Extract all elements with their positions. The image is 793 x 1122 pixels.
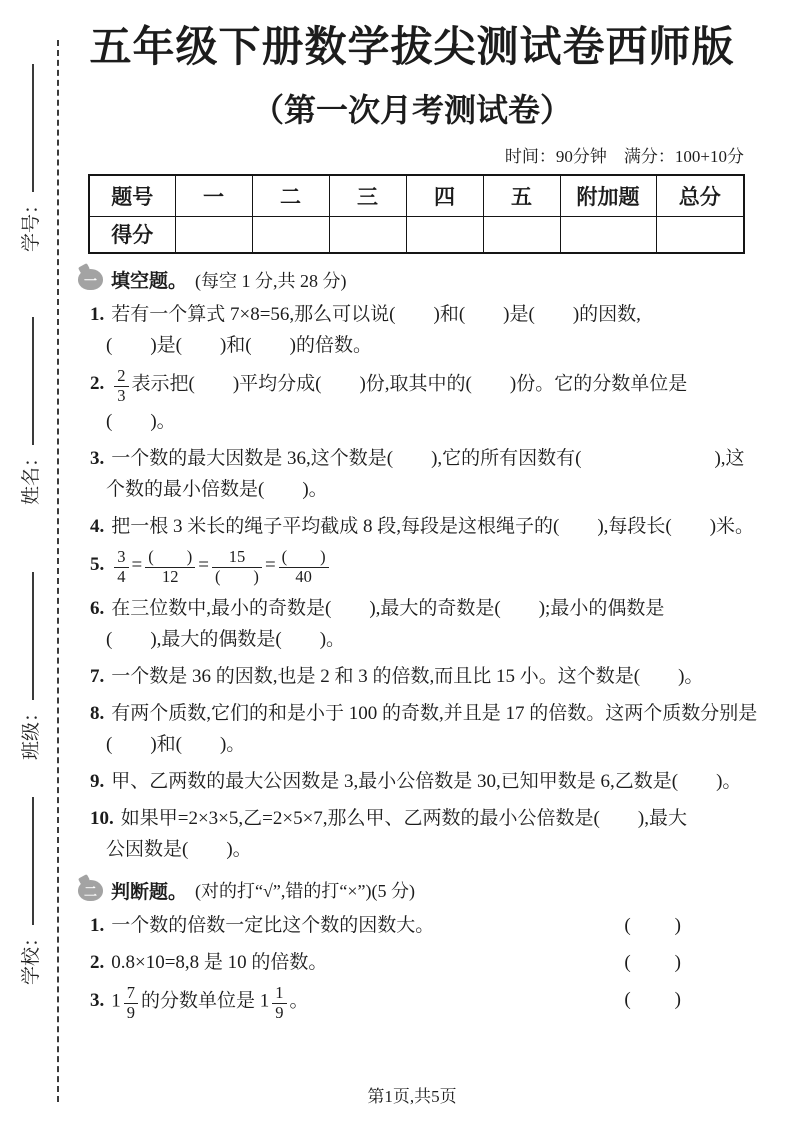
score-row-label: 得分: [89, 216, 175, 253]
question-text: 若有一个算式 7×8=56,那么可以说( )和( )是( )的因数,: [111, 304, 641, 325]
sidebar-field-school: [16, 797, 43, 985]
score-header-cell: 三: [329, 175, 406, 216]
question: [90, 367, 746, 437]
sidebar-field-label: 学号：: [21, 194, 42, 252]
question-text: 0.8×10=8,8 是 10 的倍数。: [111, 951, 328, 973]
score-header-cell: 一: [175, 175, 252, 216]
sidebar-field-label: 学校：: [21, 927, 42, 985]
question-number: 7.: [90, 665, 105, 687]
fraction: [272, 984, 286, 1023]
question: [90, 511, 755, 542]
question-number: 8.: [90, 702, 105, 724]
score-header-cell: 总分: [656, 175, 744, 216]
fraction: [114, 548, 128, 587]
score-header-cell: 附加题: [560, 175, 656, 216]
fraction: [114, 367, 128, 406]
question-number: 3.: [90, 447, 105, 469]
question: [90, 803, 746, 865]
question-line: [90, 406, 746, 437]
fraction-numerator: 1: [272, 984, 286, 1004]
section-title: 填空题。: [111, 271, 188, 292]
question-text: 。: [289, 990, 309, 1012]
question-number: 1.: [90, 304, 105, 325]
sidebar-field-class: [16, 572, 43, 760]
score-cell: [175, 216, 252, 253]
section-badge-icon: 一: [78, 269, 103, 290]
question-line: [90, 834, 746, 865]
question: [90, 548, 746, 587]
question-line: [90, 624, 746, 655]
section-note: (每空 1 分,共 28 分): [195, 270, 347, 291]
fraction: [145, 548, 195, 587]
sections: [78, 266, 758, 1023]
question-line: [90, 698, 758, 729]
question: [90, 443, 746, 505]
question-text: =: [198, 554, 209, 576]
sidebar-field-student-id: [16, 64, 43, 252]
fraction-denominator: 9: [126, 1002, 135, 1022]
fraction-numerator: 15: [212, 548, 262, 568]
question: [90, 766, 746, 797]
fraction-denominator: 40: [295, 566, 312, 586]
fraction-denominator: ( ): [214, 566, 259, 586]
question-number: 10.: [90, 807, 114, 829]
question-text: 在三位数中,最小的奇数是( ),最大的奇数是( );最小的偶数是: [111, 597, 665, 619]
question-text: 公因数是( )。: [106, 838, 252, 860]
question-text: =: [131, 554, 143, 576]
fraction-denominator: 3: [117, 385, 126, 405]
fraction-numerator: ( ): [145, 548, 195, 568]
score-cell: [406, 216, 483, 253]
section-badge-icon: 二: [78, 880, 103, 901]
sidebar-field-label: 姓名：: [21, 447, 42, 505]
fraction-numerator: 7: [124, 984, 138, 1004]
section-title: 判断题。: [111, 881, 188, 903]
question-text: 有两个质数,它们的和是小于 100 的奇数,并且是 17 的倍数。这两个质数分别是: [111, 702, 758, 724]
question-text: 表示把( )平均分成( )份,取其中的( )份。它的分数单位是: [131, 373, 688, 395]
score-header-cell: 五: [483, 175, 560, 216]
question-line: [90, 511, 755, 542]
fraction-numerator: 3: [114, 548, 128, 568]
section-header: [78, 266, 746, 293]
score-header-cell: 二: [252, 175, 329, 216]
question-line: [90, 661, 746, 692]
question: [90, 984, 746, 1023]
time-score-info: 时间：90分钟 满分：100+10分: [504, 147, 744, 166]
question-line: [90, 474, 746, 505]
fraction-denominator: 12: [161, 566, 179, 586]
question-line: [90, 766, 746, 797]
question: [90, 299, 746, 361]
question-number: 2.: [90, 951, 105, 973]
fraction: [212, 548, 262, 587]
question-number: 3.: [90, 990, 105, 1012]
question-number: 4.: [90, 515, 105, 537]
fraction: [124, 984, 138, 1023]
fraction: [279, 548, 329, 587]
question: [90, 661, 746, 692]
question-text: 的分数单位是 1: [141, 990, 270, 1012]
question-text: 一个数的最大因数是 36,这个数是( ),它的所有因数有( ),这: [111, 447, 745, 469]
question-text: 如果甲=2×3×5,乙=2×5×7,那么甲、乙两数的最小公倍数是( ),最大: [120, 807, 687, 829]
question-line: [90, 593, 746, 624]
write-in-line: [32, 797, 34, 925]
score-cell: [252, 216, 329, 253]
question: [90, 947, 746, 978]
answer-blank: ( ): [624, 951, 683, 973]
question-number: 6.: [90, 597, 105, 619]
question-text: 把一根 3 米长的绳子平均截成 8 段,每段是这根绳子的( ),每段长( )米。: [111, 515, 755, 537]
question-line: [90, 729, 746, 760]
score-header-cell: 四: [406, 175, 483, 216]
question-number: 1.: [90, 914, 105, 936]
paper-content: [78, 16, 758, 1029]
question-text: 1: [111, 990, 121, 1012]
fold-dashed-line: [57, 40, 59, 1102]
question: [90, 698, 758, 760]
question-line: [90, 367, 746, 406]
page-footer: 第1页,共5页: [367, 1087, 457, 1106]
sidebar-field-label: 班级：: [21, 702, 42, 760]
score-cell: [329, 216, 406, 253]
fraction-denominator: 9: [275, 1002, 284, 1022]
write-in-line: [32, 572, 34, 700]
fraction-numerator: 2: [114, 367, 128, 387]
question-text: ( )和( )。: [106, 733, 246, 755]
answer-blank: ( ): [624, 988, 683, 1010]
section-header: [78, 877, 746, 904]
score-cell: [656, 216, 744, 253]
write-in-line: [32, 64, 34, 192]
question-text: =: [264, 554, 276, 576]
score-value-row: [89, 216, 744, 253]
fraction-numerator: ( ): [279, 548, 329, 568]
write-in-line: [32, 317, 34, 445]
question-line: [90, 803, 746, 834]
question-text: ( )。: [106, 410, 176, 432]
paper-subtitle: （第一次月考测试卷）: [251, 92, 572, 128]
question-line: [90, 330, 746, 361]
score-header-cell: 题号: [89, 175, 175, 216]
question-line: [90, 299, 746, 330]
paper-title: 五年级下册数学拔尖测试卷西师版: [89, 25, 735, 71]
question-text: ( ),最大的偶数是( )。: [106, 628, 346, 650]
sidebar-field-name: [16, 317, 43, 505]
question-text: 个数的最小倍数是( )。: [106, 478, 328, 500]
question-text: 一个数是 36 的因数,也是 2 和 3 的倍数,而且比 15 小。这个数是( )。: [111, 665, 704, 687]
score-header-row: [89, 175, 744, 216]
score-cell: [483, 216, 560, 253]
question-number: 2.: [90, 373, 105, 395]
score-table: [88, 174, 745, 254]
question-number: 5.: [90, 554, 105, 576]
fraction-denominator: 4: [117, 566, 126, 586]
question-text: ( )是( )和( )的倍数。: [106, 335, 372, 356]
question-line: [90, 443, 746, 474]
score-cell: [560, 216, 656, 253]
section-note: (对的打“√”,错的打“×”)(5 分): [195, 881, 415, 902]
question-line: [90, 548, 746, 587]
question: [90, 593, 746, 655]
question-number: 9.: [90, 770, 105, 792]
question: [90, 910, 746, 941]
answer-blank: ( ): [624, 914, 683, 936]
question-text: 甲、乙两数的最大公因数是 3,最小公倍数是 30,已知甲数是 6,乙数是( )。: [111, 770, 742, 792]
question-text: 一个数的倍数一定比这个数的因数大。: [111, 914, 435, 936]
